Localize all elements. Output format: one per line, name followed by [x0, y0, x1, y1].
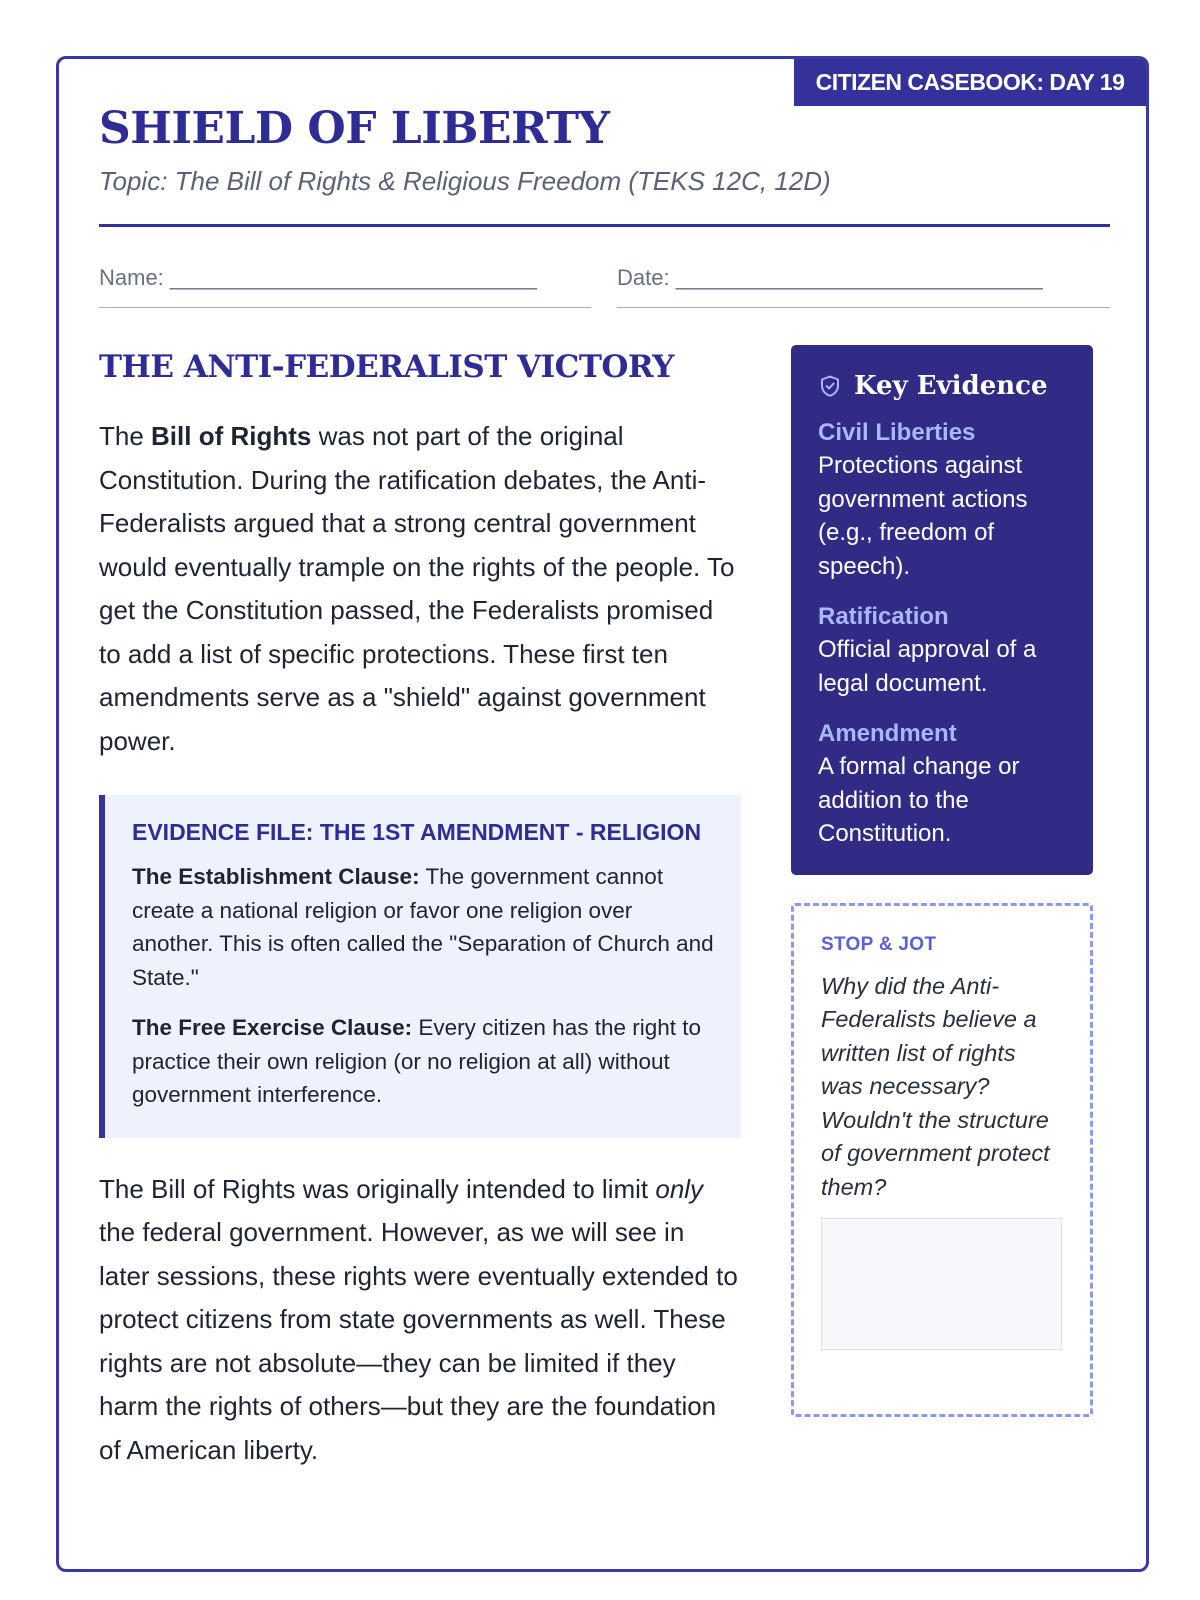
worksheet [56, 56, 1149, 1572]
evidence-item [132, 860, 715, 994]
closing-text-start: The Bill of Rights was originally intended to limit [99, 1173, 656, 1204]
page-subtitle: Topic: The Bill of Rights & Religious Freedom (TEKS 12C, 12D) [99, 166, 831, 196]
key-evidence-header [818, 371, 1067, 401]
key-term-definition: Protections against government actions (e.g., freedom of speech). [818, 452, 1028, 580]
intro-text-start: The [99, 421, 152, 451]
evidence-item-term: The Free Exercise Clause: [132, 1015, 413, 1040]
stop-jot-question: Why did the Anti-Federalists believe a written list of rights was necessary? Wouldn't the structure of government protect them? [821, 972, 1050, 1200]
evidence-file-heading: EVIDENCE FILE: THE 1ST AMENDMENT - RELIGION [132, 819, 702, 845]
evidence-item [132, 1011, 715, 1112]
evidence-item-text: Every citizen has the right to practice their own religion (or no religion at all) without government interference. [132, 1015, 702, 1107]
title-divider [99, 224, 1110, 227]
answer-box[interactable] [821, 1218, 1062, 1350]
page-title: SHIELD OF LIBERTY [99, 103, 610, 154]
evidence-item-text: The government cannot create a national religion or favor one religion over another. This is often called the "Separation of Church and State." [132, 864, 714, 990]
evidence-file-callout [99, 795, 741, 1138]
main-column [99, 349, 741, 1472]
intro-text-end: was not part of the original Constitution. During the ratification debates, the Anti-Federalists argued that a strong central government would eventually trample on the rights of the people. To get the Constitution passed, the Federalists promised to add a list of specific protections. These first ten amendments serve as a "shield" against government power. [99, 421, 735, 756]
closing-paragraph [99, 1168, 741, 1473]
stop-and-jot-box [791, 903, 1093, 1417]
closing-emphasis: only [655, 1173, 704, 1204]
section-title: THE ANTI-FEDERALIST VICTORY [99, 349, 674, 385]
key-term-definition: Official approval of a legal document. [818, 636, 1037, 697]
name-field[interactable]: Name: ______________________________ [99, 265, 591, 308]
key-evidence-title: Key Evidence [854, 371, 1048, 401]
stop-jot-label: STOP & JOT [821, 933, 937, 955]
key-term: Ratification [818, 603, 949, 630]
intro-bold-term: Bill of Rights [151, 421, 312, 451]
key-term: Amendment [818, 720, 957, 747]
closing-text-end: the federal government. However, as we will see in later sessions, these rights were eventually extended to protect citizens from state governments as well. These rights are not absolute—they can be limited if they harm the rights of others—but they are the foundation of American liberty. [99, 1217, 738, 1465]
shield-icon [818, 374, 842, 398]
key-term-definition: A formal change or addition to the Constitution. [818, 753, 1020, 847]
key-term: Civil Liberties [818, 419, 976, 446]
date-field[interactable]: Date: ______________________________ [617, 265, 1110, 308]
sidebar [791, 345, 1093, 1417]
key-evidence-panel [791, 345, 1093, 875]
day-tag: CITIZEN CASEBOOK: DAY 19 [794, 59, 1146, 106]
evidence-item-term: The Establishment Clause: [132, 864, 420, 889]
intro-paragraph [99, 415, 741, 763]
